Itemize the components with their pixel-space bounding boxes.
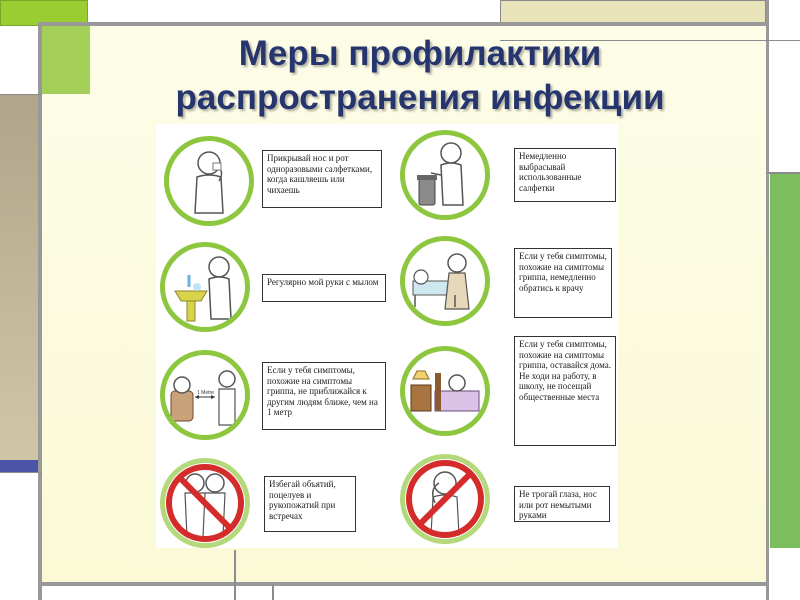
keep-distance-icon	[160, 350, 250, 440]
prevention-poster	[156, 124, 618, 548]
slide-title	[70, 32, 770, 120]
tip-card-2	[514, 148, 616, 202]
frame-line	[766, 172, 800, 174]
no-hugs-icon	[160, 458, 250, 548]
distance-label: 1 Metre	[197, 390, 214, 396]
frame-line	[38, 582, 769, 586]
doctor-visit-icon	[400, 236, 490, 326]
cover-sneeze-icon	[164, 136, 254, 226]
slide-title-line-1: Меры профилактики	[238, 34, 602, 73]
tip-text-4: Если у тебя симптомы, похожие на симптомы гриппа, немедленно обратись к врачу	[519, 251, 607, 293]
tip-text-3: Регулярно мой руки с мылом	[267, 277, 379, 287]
trash-can-icon	[400, 130, 490, 220]
tip-card-4	[514, 248, 612, 318]
tip-text-5: Если у тебя симптомы, похожие на симптомы гриппа, не приближайся к другим людям ближе, чем на 1 метр	[267, 365, 378, 417]
frame-line	[0, 472, 42, 473]
tip-text-6: Если у тебя симптомы, похожие на симптомы гриппа, оставайся дома. Не ходи на работу, в школу, не посещай общественные места	[519, 339, 612, 402]
frame-line	[38, 22, 769, 26]
tip-card-8	[514, 486, 610, 522]
tip-text-2: Немедленно выбрасывай использованные салфетки	[519, 151, 582, 193]
decor-blue-strip-left	[0, 460, 40, 472]
frame-line	[234, 550, 236, 600]
stay-home-icon	[400, 346, 490, 436]
frame-line	[272, 585, 274, 600]
tip-text-8: Не трогай глаза, нос или рот немытыми руками	[519, 489, 597, 520]
tip-card-7	[264, 476, 356, 532]
tip-text-7: Избегай объятий, поцелуев и рукопожатий при встречах	[269, 479, 336, 521]
washing-hands-icon	[160, 242, 250, 332]
decor-green-strip-right	[770, 174, 800, 548]
no-touch-face-icon	[400, 454, 490, 544]
tip-card-1	[262, 150, 382, 208]
decor-tan-strip-left	[0, 94, 40, 460]
frame-line	[38, 22, 42, 600]
tip-card-3	[262, 274, 386, 302]
tip-text-1: Прикрывай нос и рот одноразовыми салфетками, когда кашляешь или чихаешь	[267, 153, 373, 195]
slide-title-line-2: распространения инфекции	[175, 78, 665, 117]
tip-card-5	[262, 362, 386, 430]
frame-line	[0, 94, 42, 95]
tip-card-6	[514, 336, 616, 446]
